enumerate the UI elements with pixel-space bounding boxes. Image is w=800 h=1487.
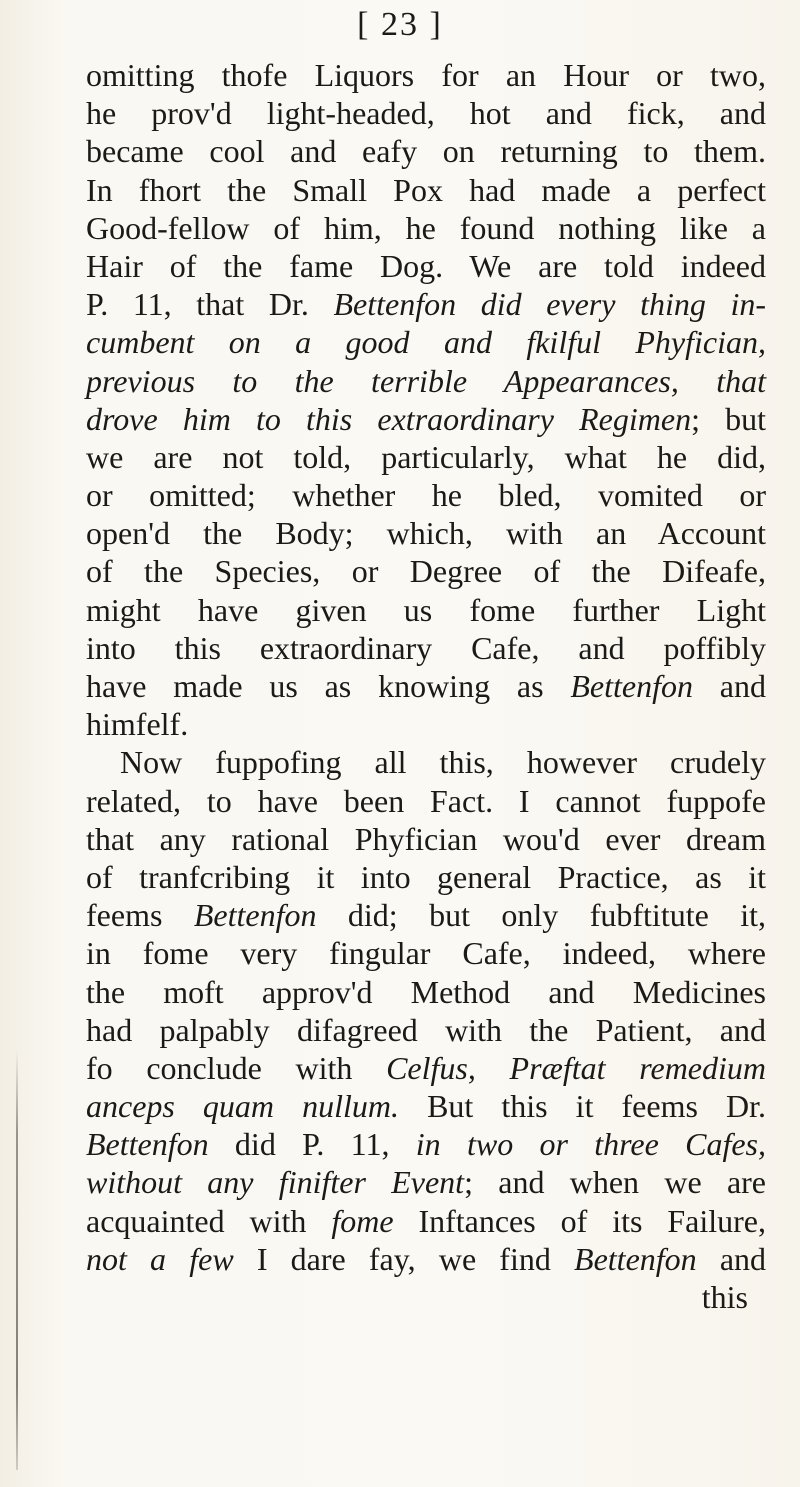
text-line (86, 629, 766, 667)
text-line (86, 1240, 766, 1278)
text-line (86, 171, 766, 209)
text-segment: feems (86, 897, 194, 934)
text-line (86, 782, 766, 820)
text-line (86, 476, 766, 514)
text-segment: But this it feems Dr. (399, 1088, 767, 1125)
italic-segment: Bettenfon (570, 668, 693, 704)
text-segment: fo conclude with (86, 1049, 387, 1086)
text-segment: became cool and eafy on returning to them. (86, 133, 766, 170)
text-line (86, 400, 766, 438)
italic-segment: drove him to this extraordinary Regimen (86, 400, 692, 437)
text-segment: the moft approv'd Method and Medicines (86, 973, 766, 1010)
text-line (86, 552, 766, 590)
text-segment: P. 11, that Dr. (86, 286, 334, 323)
text-line (86, 896, 766, 934)
text-line (86, 1202, 766, 1240)
text-segment: Inftances of its Failure, (393, 1202, 767, 1239)
text-line (86, 1087, 766, 1125)
italic-segment: in two or three Cafes, (415, 1126, 767, 1163)
text-segment: this (701, 1279, 748, 1315)
italic-segment: Bettenfon (193, 897, 317, 934)
italic-segment: not a few (86, 1240, 234, 1277)
text-segment: he prov'd light-headed, hot and fick, and (86, 95, 766, 132)
text-line (86, 667, 766, 705)
italic-segment: Bettenfon did every thing in- (333, 286, 766, 323)
text-segment: and (696, 1240, 767, 1277)
text-line (86, 1163, 766, 1201)
text-line (86, 1125, 766, 1163)
text-segment: I dare fay, we find (233, 1240, 575, 1277)
text-line (86, 56, 766, 94)
italic-segment: Bettenfon (574, 1240, 697, 1277)
text-segment: related, to have been Fact. I cannot fuppofe (86, 782, 766, 819)
page-number: [ 23 ] (357, 6, 443, 43)
text-line (86, 209, 766, 247)
text-line (86, 132, 766, 170)
italic-segment: anceps quam nullum. (86, 1088, 399, 1125)
text-segment: in fome very fingular Cafe, indeed, where (86, 935, 766, 972)
text-segment: into this extraordinary Cafe, and poffibly (86, 629, 766, 666)
text-segment: or omitted; whether he bled, vomited or (86, 477, 766, 514)
text-line (86, 973, 766, 1011)
italic-segment: Celfus, Præftat remedium (386, 1049, 767, 1086)
text-segment: Good-fellow of him, he found nothing like a (86, 209, 766, 246)
text-segment: did P. 11, (208, 1126, 416, 1163)
italic-segment: cumbent on a good and fkilful Phyfician, (86, 324, 766, 361)
text-segment: have made us as knowing as (86, 668, 571, 704)
text-segment: of tranfcribing it into general Practice, as it (86, 858, 766, 895)
text-line (86, 438, 766, 476)
italic-segment: previous to the terrible Appearances, that (86, 362, 766, 399)
text-segment: himfelf. (86, 706, 189, 743)
text-line (86, 285, 766, 323)
text-segment: ; but (691, 400, 767, 437)
text-segment: did; but only fubftitute it, (316, 897, 767, 934)
text-segment: we are not told, particularly, what he did, (86, 438, 766, 475)
text-segment: In fhort the Small Pox had made a perfect (86, 171, 766, 208)
text-segment: ; and when we are (464, 1164, 767, 1201)
text-segment: had palpably difagreed with the Patient, and (86, 1011, 766, 1048)
text-line (86, 362, 766, 400)
italic-segment: without any finifter Event (86, 1164, 465, 1201)
text-segment: open'd the Body; which, with an Account (86, 515, 766, 552)
text-line (86, 858, 766, 896)
text-line (86, 1011, 766, 1049)
text-line (86, 743, 766, 781)
text-line (86, 934, 766, 972)
text-line (86, 591, 766, 629)
text-line (86, 323, 766, 361)
text-line (86, 514, 766, 552)
text-line (86, 820, 766, 858)
text-segment: omitting thofe Liquors for an Hour or two, (86, 57, 766, 93)
catchword (86, 1278, 766, 1316)
text-line (86, 1049, 766, 1087)
body-text (86, 56, 766, 1316)
binding-shadow (16, 1050, 18, 1470)
text-line (86, 247, 766, 285)
text-segment: Now fuppofing all this, however crudely (120, 744, 766, 781)
text-segment: might have given us fome further Light (86, 591, 766, 628)
text-segment: and (692, 668, 767, 704)
text-line (86, 94, 766, 132)
italic-segment: Bettenfon (86, 1126, 209, 1163)
text-line (86, 705, 766, 743)
text-segment: acquainted with (86, 1202, 332, 1239)
italic-segment: fome (331, 1202, 394, 1239)
text-segment: Hair of the fame Dog. We are told indeed (86, 247, 766, 284)
text-segment: that any rational Phyfician wou'd ever dream (86, 820, 766, 857)
text-segment: of the Species, or Degree of the Difeafe, (86, 553, 766, 590)
